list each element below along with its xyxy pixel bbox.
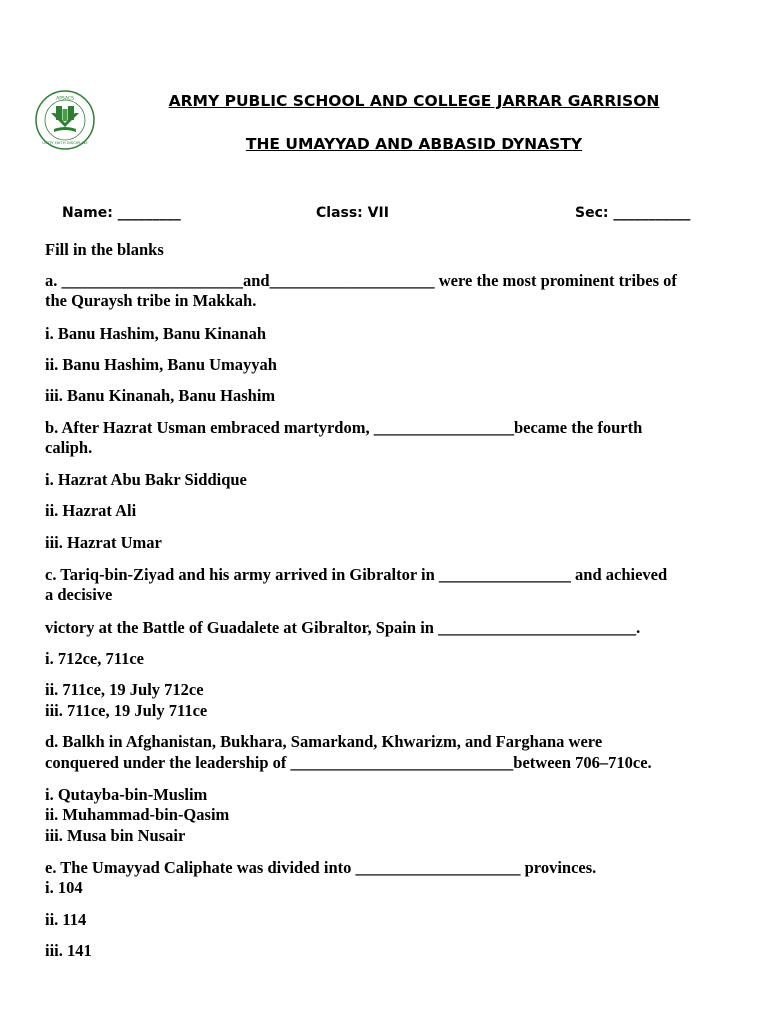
question-d-option-3: iii. Musa bin Nusair: [45, 826, 186, 845]
question-d-option-2: ii. Muhammad-bin-Qasim: [45, 805, 230, 824]
question-c-option-3: iii. 711ce, 19 July 711ce: [45, 701, 208, 720]
question-b-option-2: ii. Hazrat Ali: [45, 501, 137, 520]
school-title: ARMY PUBLIC SCHOOL AND COLLEGE JARRAR GARRISON: [168, 92, 660, 110]
question-c-option-1: i. 712ce, 711ce: [45, 649, 144, 668]
instruction: Fill in the blanks: [45, 240, 164, 259]
class-label: Class: VII: [316, 205, 389, 221]
question-b-line1: b. After Hazrat Usman embraced martyrdom, _________________became the fourth: [45, 418, 643, 437]
question-b-option-3: iii. Hazrat Umar: [45, 533, 162, 552]
question-b-option-1: i. Hazrat Abu Bakr Siddique: [45, 470, 247, 489]
section-field-label: Sec: ___________: [575, 205, 691, 221]
svg-text:APSACS: APSACS: [56, 96, 74, 102]
question-d-option-1: i. Qutayba-bin-Muslim: [45, 785, 208, 804]
name-field-label: Name: _________: [62, 205, 181, 221]
question-d-line2: conquered under the leadership of ___________________________between 706–710ce.: [45, 753, 652, 772]
question-d-line1: d. Balkh in Afghanistan, Bukhara, Samarkand, Khwarizm, and Farghana were: [45, 732, 603, 751]
question-b-line2: caliph.: [45, 438, 93, 457]
question-c-option-2: ii. 711ce, 19 July 712ce: [45, 680, 204, 699]
svg-text:UNITY FAITH DISCIPLINE: UNITY FAITH DISCIPLINE: [42, 140, 88, 145]
question-e-option-1: i. 104: [45, 878, 83, 897]
question-e-line1: e. The Umayyad Caliphate was divided into ____________________ provinces.: [45, 858, 597, 877]
question-c-line3: victory at the Battle of Guadalete at Gibraltor, Spain in ________________________.: [45, 618, 641, 637]
question-a-line2: the Quraysh tribe in Makkah.: [45, 291, 257, 310]
question-e-option-2: ii. 114: [45, 910, 87, 929]
worksheet-title: THE UMAYYAD AND ABBASID DYNASTY: [245, 135, 583, 153]
question-a-option-2: ii. Banu Hashim, Banu Umayyah: [45, 355, 277, 374]
question-c-line2: a decisive: [45, 585, 113, 604]
question-a-option-1: i. Banu Hashim, Banu Kinanah: [45, 324, 267, 343]
question-e-option-3: iii. 141: [45, 941, 92, 960]
question-c-line1: c. Tariq-bin-Ziyad and his army arrived in Gibraltor in ________________ and achieved: [45, 565, 668, 584]
question-a-line1: a. ______________________and____________________ were the most prominent tribes of: [45, 271, 677, 290]
question-a-option-3: iii. Banu Kinanah, Banu Hashim: [45, 386, 276, 405]
